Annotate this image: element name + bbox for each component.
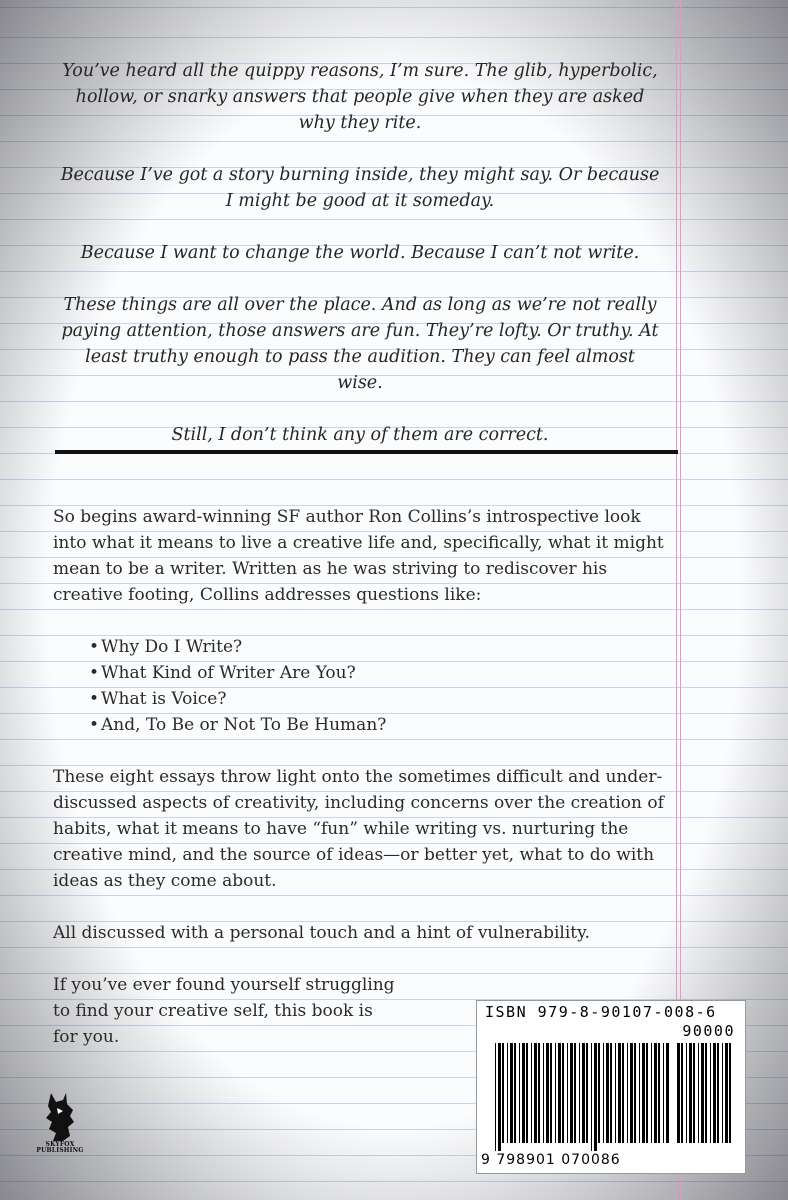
barcode-addon-icon — [677, 1043, 737, 1151]
quote-paragraph: Because I want to change the world. Because I can’t not write. — [80, 243, 640, 263]
quote-paragraph: You’ve heard all the quippy reasons, I’m sure. The glib, hyperbolic, hollow, or snarky answers that people give when they are asked why they rite. — [62, 61, 658, 133]
list-item: • Why Do I Write? — [89, 634, 673, 660]
section-divider — [55, 450, 678, 454]
list-item: • What is Voice? — [89, 686, 673, 712]
quote-paragraph: Because I’ve got a story burning inside, they might say. Or because I might be good at it someday. — [60, 165, 660, 211]
question-list — [53, 634, 673, 738]
blurb-touch: All discussed with a personal touch and a hint of vulnerability. — [53, 923, 590, 943]
price-code: 90000 — [682, 1022, 735, 1040]
isbn-label: ISBN 979-8-90107-008-6 — [485, 1003, 717, 1021]
publisher-sub: PUBLISHING — [36, 1147, 84, 1154]
quote-paragraph: Still, I don’t think any of them are correct. — [171, 425, 549, 445]
quote-paragraph: These things are all over the place. And as long as we’re not really paying attention, those answers are fun. They’re lofty. Or truthy. At least truthy enough to pass the audition. They can feel almost wise. — [61, 295, 659, 393]
isbn-barcode — [476, 1000, 746, 1174]
barcode-icon — [495, 1043, 673, 1151]
fox-logo-icon — [43, 1092, 77, 1142]
blurb — [53, 504, 673, 1076]
blurb-essays: These eight essays throw light onto the sometimes difficult and under-discussed aspects of creativity, including concerns over the creation of habits, what it means to have “fun” while writing vs. nurturing the creative mind, and the source of ideas—or better yet, what to do with ideas as they come about. — [53, 767, 664, 891]
publisher-logo — [30, 1092, 90, 1154]
blurb-closing: If you’ve ever found yourself struggling to find your creative self, this book is for you. — [53, 975, 395, 1047]
barcode-digits: 9 798901 070086 — [481, 1152, 621, 1168]
list-item: • And, To Be or Not To Be Human? — [89, 712, 673, 738]
publisher-name: SKYFOX — [45, 1141, 75, 1148]
list-item: • What Kind of Writer Are You? — [89, 660, 673, 686]
blurb-intro: So begins award-winning SF author Ron Collins’s introspective look into what it means to live a creative life and, specifically, what it might mean to be a writer. Written as he was striving to rediscover his creative footing, Collins addresses questions like: — [53, 507, 664, 605]
opening-quote — [60, 58, 660, 474]
